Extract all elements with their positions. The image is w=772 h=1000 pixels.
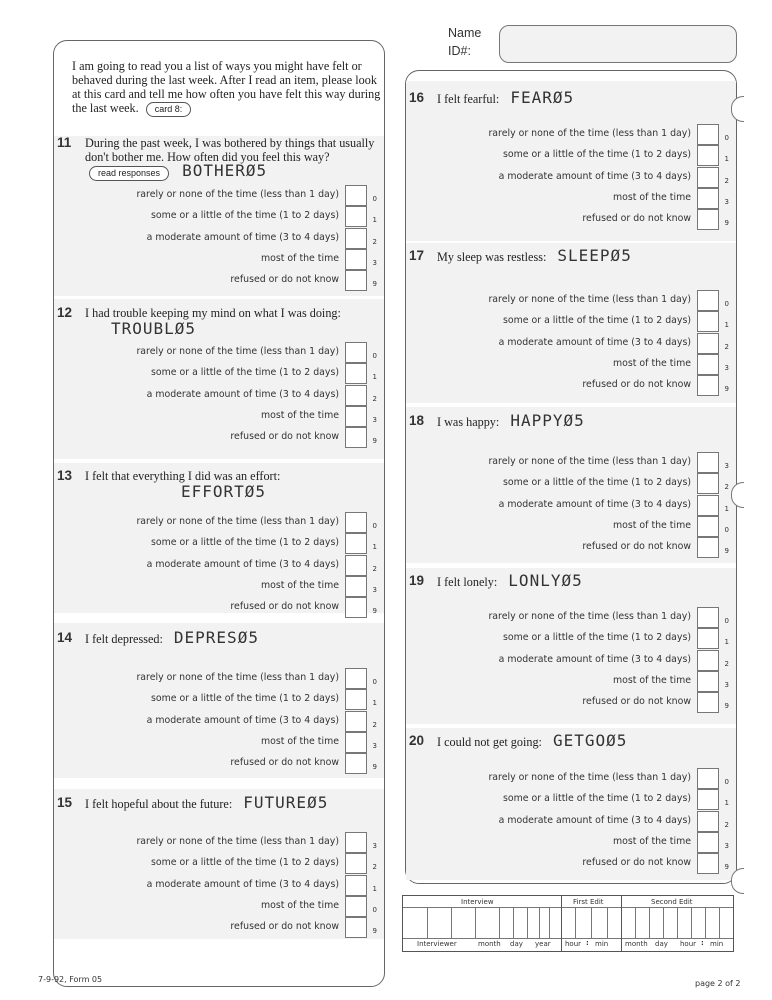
response-checkbox[interactable] [345,406,367,427]
question-text: I felt fearful: [437,92,500,106]
response-checkbox[interactable] [697,354,719,375]
response-code: 0 [372,352,377,360]
response-code: 1 [372,216,377,225]
grid-cell-divider [539,907,540,938]
question-number: 17 [409,248,425,263]
response-code: 0 [372,522,377,530]
grid-cell-divider [705,907,706,938]
response-checkbox[interactable] [345,576,367,597]
response-option-label: rarely or none of the time (less than 1 day) [488,128,691,139]
response-checkbox[interactable] [345,896,367,917]
variable-code: HAPPYØ5 [510,411,585,430]
question-text: My sleep was restless: [437,250,547,264]
response-option-label: a moderate amount of time (3 to 4 days) [146,558,339,570]
response-code: 3 [724,363,729,372]
question-text-block [437,571,727,590]
response-checkbox[interactable] [697,628,719,649]
response-option [469,209,729,231]
response-option [117,185,377,207]
response-option-label: rarely or none of the time (less than 1 day) [136,836,339,847]
response-code: 9 [724,219,729,228]
response-code: 2 [372,720,377,729]
question-text: I was happy: [437,415,500,429]
question-number: 19 [409,573,425,588]
response-option [117,917,377,939]
id-label: ID#: [448,44,471,58]
response-code: 1 [372,699,377,708]
response-code: 0 [724,778,729,786]
response-option [469,333,729,355]
grid-month-label: month [478,940,501,948]
response-checkbox[interactable] [345,228,367,249]
grid-interviewer-label: Interviewer [417,940,457,948]
response-checkbox[interactable] [345,555,367,576]
response-option-label: some or a little of the time (1 to 2 days) [151,693,339,705]
response-checkbox[interactable] [697,516,719,537]
question-number: 18 [409,413,425,428]
response-option [469,692,729,714]
response-checkbox[interactable] [697,473,719,494]
response-checkbox[interactable] [345,853,367,874]
grid-cell-divider [475,907,476,938]
response-option-label: refused or do not know [582,857,691,869]
response-option-label: a moderate amount of time (3 to 4 days) [498,336,691,348]
response-option [469,537,729,559]
question-text-block [85,306,375,336]
response-checkbox[interactable] [697,333,719,354]
response-option-label: a moderate amount of time (3 to 4 days) [146,388,339,400]
response-option [117,427,377,449]
response-checkbox[interactable] [697,671,719,692]
response-option [469,145,729,167]
response-option [117,363,377,385]
grid-cell-divider [649,907,650,938]
response-option [469,452,729,474]
response-code: 2 [372,564,377,573]
grid-cell-divider [549,907,550,938]
response-option [117,689,377,711]
question-number: 16 [409,90,425,105]
response-checkbox[interactable] [345,385,367,406]
response-option-label: a moderate amount of time (3 to 4 days) [498,814,691,826]
grid-cell-divider [575,907,576,938]
edit-grid [402,895,734,952]
response-checkbox[interactable] [345,753,367,774]
response-option [117,832,377,854]
response-code: 9 [372,280,377,289]
response-option-label: rarely or none of the time (less than 1 day) [488,611,691,622]
response-option-label: a moderate amount of time (3 to 4 days) [498,653,691,665]
response-option-label: rarely or none of the time (less than 1 day) [136,672,339,683]
response-code: 0 [372,678,377,686]
response-option-label: rarely or none of the time (less than 1 day) [136,346,339,357]
response-checkbox[interactable] [345,832,367,853]
response-option [117,896,377,918]
response-checkbox[interactable] [697,650,719,671]
response-option-label: most of the time [613,191,691,203]
variable-code: DEPRESØ5 [173,628,259,647]
response-option [469,311,729,333]
response-option-label: rarely or none of the time (less than 1 day) [488,772,691,783]
response-option [469,789,729,811]
response-option [469,375,729,397]
response-checkbox[interactable] [697,311,719,332]
response-option [469,124,729,146]
response-code: 1 [724,155,729,164]
question-number: 15 [57,795,73,810]
response-option [117,732,377,754]
grid-second-edit-label: Second Edit [651,898,693,906]
response-code: 9 [372,437,377,446]
response-code: 0 [372,905,377,914]
response-checkbox[interactable] [345,711,367,732]
grid-cell-divider [451,907,452,938]
response-option [117,249,377,271]
response-checkbox[interactable] [345,668,367,689]
grid-month-label-2: month [625,940,648,948]
response-option-label: a moderate amount of time (3 to 4 days) [146,878,339,890]
response-option-label: some or a little of the time (1 to 2 days) [151,857,339,869]
response-checkbox[interactable] [697,832,719,853]
response-code: 3 [372,415,377,424]
question-text-block [437,88,727,107]
response-option-label: some or a little of the time (1 to 2 days) [503,793,691,805]
response-option [117,853,377,875]
question-text-block [85,628,375,647]
response-checkbox[interactable] [697,124,719,145]
response-code: 2 [372,863,377,872]
question-number: 13 [57,468,73,483]
question-text-block [85,469,375,499]
response-option [117,406,377,428]
response-code: 1 [724,799,729,808]
response-checkbox[interactable] [345,597,367,618]
response-code: 3 [372,741,377,750]
response-option [469,495,729,517]
response-checkbox[interactable] [697,811,719,832]
response-option [117,342,377,364]
response-checkbox[interactable] [345,249,367,270]
response-option-label: refused or do not know [582,541,691,553]
response-option-label: most of the time [261,735,339,747]
response-checkbox[interactable] [697,789,719,810]
response-code: 0 [724,617,729,625]
response-code: 1 [724,321,729,330]
response-checkbox[interactable] [697,290,719,311]
response-option [117,555,377,577]
grid-hour-label: hour [565,940,582,948]
response-checkbox[interactable] [697,607,719,628]
question-text-block [437,246,727,265]
question-number: 20 [409,733,425,748]
response-option-label: refused or do not know [230,757,339,769]
response-option-label: some or a little of the time (1 to 2 days) [151,367,339,379]
grid-min-label: min [595,940,609,948]
response-option-label: a moderate amount of time (3 to 4 days) [146,231,339,243]
response-checkbox[interactable] [345,732,367,753]
intro-text [72,59,382,117]
grid-day-label: day [510,940,523,948]
grid-cell-divider [591,907,592,938]
question-number: 11 [57,135,72,150]
response-option-label: a moderate amount of time (3 to 4 days) [146,714,339,726]
question-text-block [437,411,727,430]
response-checkbox[interactable] [345,689,367,710]
response-option-label: refused or do not know [582,379,691,391]
question-text: I felt lonely: [437,575,498,589]
response-option [469,671,729,693]
response-code: 2 [724,483,729,492]
response-code: 9 [372,763,377,772]
question-text-block [437,731,727,750]
response-option [117,576,377,598]
question-number: 14 [57,630,73,645]
intro-paragraph: I am going to read you a list of ways you might have felt or behaved during the last week. After I read an item, please look at this card and tell me how often you have felt this way during the last week. [72,59,381,115]
response-checkbox[interactable] [697,692,719,713]
response-option-label: some or a little of the time (1 to 2 days) [503,315,691,327]
response-checkbox[interactable] [345,206,367,227]
response-checkbox[interactable] [345,533,367,554]
response-option [469,188,729,210]
response-option-label: refused or do not know [230,274,339,286]
response-option [117,597,377,619]
response-option-label: most of the time [613,357,691,369]
response-checkbox[interactable] [697,768,719,789]
grid-cell-divider [691,907,692,938]
grid-min-label-2: min [710,940,724,948]
response-option [117,228,377,250]
response-checkbox[interactable] [345,342,367,363]
response-option [469,607,729,629]
response-code: 2 [372,394,377,403]
grid-hour-label-2: hour [680,940,697,948]
variable-code: EFFORTØ5 [181,482,267,501]
response-option [469,516,729,538]
response-checkbox[interactable] [345,270,367,291]
response-option-label: most of the time [261,899,339,911]
response-checkbox[interactable] [697,209,719,230]
response-option [469,832,729,854]
panel-tab-bottom [731,868,744,894]
response-option-label: most of the time [613,835,691,847]
question-text-block [85,793,375,812]
response-option-label: most of the time [613,519,691,531]
variable-code: FUTUREØ5 [243,793,329,812]
response-option [117,875,377,897]
response-option [469,628,729,650]
variable-code: SLEEPØ5 [557,246,632,265]
response-option-label: a moderate amount of time (3 to 4 days) [498,170,691,182]
response-option [117,270,377,292]
grid-colon-2: : [701,939,704,947]
response-code: 3 [372,585,377,594]
response-option-label: most of the time [261,579,339,591]
response-option [117,533,377,555]
question-text-block [85,136,375,181]
response-code: 2 [372,237,377,246]
response-option [117,512,377,534]
response-code: 2 [724,342,729,351]
response-option [469,853,729,875]
grid-cell-divider [527,907,528,938]
grid-cell-divider [719,907,720,938]
response-checkbox[interactable] [697,375,719,396]
card-label: card 8: [146,102,192,117]
response-code: 0 [724,300,729,308]
response-option [469,811,729,833]
response-code: 1 [724,504,729,513]
response-code: 9 [372,927,377,936]
response-option [469,354,729,376]
response-checkbox[interactable] [345,185,367,206]
response-checkbox[interactable] [345,917,367,938]
grid-day-label-2: day [655,940,668,948]
response-checkbox[interactable] [697,145,719,166]
variable-code: LONLYØ5 [508,571,583,590]
response-code: 3 [724,841,729,850]
response-option-label: some or a little of the time (1 to 2 days) [503,632,691,644]
response-checkbox[interactable] [697,537,719,558]
response-code: 2 [724,820,729,829]
response-option [117,668,377,690]
response-code: 9 [724,385,729,394]
response-option-label: refused or do not know [230,601,339,613]
question-text: I felt hopeful about the future: [85,797,233,811]
response-option [469,290,729,312]
response-checkbox[interactable] [697,188,719,209]
grid-cell-divider [427,907,428,938]
grid-colon-1: : [586,939,589,947]
response-option-label: most of the time [261,409,339,421]
response-option [469,768,729,790]
response-code: 1 [724,638,729,647]
question-text: I could not get going: [437,735,542,749]
response-code: 3 [372,258,377,267]
grid-year-label: year [535,940,551,948]
response-option-label: rarely or none of the time (less than 1 day) [136,516,339,527]
response-code: 9 [724,547,729,556]
response-checkbox[interactable] [345,363,367,384]
grid-cell-divider [635,907,636,938]
grid-first-edit-label: First Edit [573,898,604,906]
footer-form-date: 7-9-92, Form 05 [38,975,103,984]
response-option-label: rarely or none of the time (less than 1 day) [488,456,691,467]
response-checkbox[interactable] [697,452,719,473]
variable-code: GETGOØ5 [552,731,628,750]
grid-cell-divider [677,907,678,938]
response-option [117,206,377,228]
variable-code: FEARØ5 [510,88,575,107]
response-option-label: refused or do not know [582,213,691,225]
question-text: I felt that everything I did was an effort: [85,469,281,483]
question-text: I felt depressed: [85,632,163,646]
response-code: 3 [724,680,729,689]
variable-code: BOTHERØ5 [182,161,268,180]
response-option-label: some or a little of the time (1 to 2 days) [151,537,339,549]
grid-cell-divider [607,907,608,938]
response-code: 3 [372,842,377,850]
response-checkbox[interactable] [697,495,719,516]
footer-page-number: page 2 of 2 [695,979,741,988]
name-id-field[interactable] [499,25,737,63]
response-checkbox[interactable] [345,875,367,896]
response-option-label: most of the time [613,674,691,686]
question-text: I had trouble keeping my mind on what I was doing: [85,306,341,320]
response-code: 9 [372,607,377,616]
grid-cell-divider [499,907,500,938]
response-code: 0 [372,195,377,203]
response-option-label: rarely or none of the time (less than 1 day) [136,189,339,200]
response-option [469,473,729,495]
response-option-label: some or a little of the time (1 to 2 days) [503,477,691,489]
response-code: 9 [724,863,729,872]
response-checkbox[interactable] [697,167,719,188]
grid-interview-label: Interview [461,898,494,906]
response-code: 1 [372,373,377,382]
response-option-label: some or a little of the time (1 to 2 days) [151,210,339,222]
response-option-label: a moderate amount of time (3 to 4 days) [498,498,691,510]
response-code: 1 [372,543,377,552]
response-option [117,385,377,407]
response-code: 2 [724,659,729,668]
name-label: Name [448,26,482,40]
response-option [469,650,729,672]
response-code: 0 [724,134,729,142]
response-code: 2 [724,176,729,185]
question-number: 12 [57,305,73,320]
response-option-label: refused or do not know [230,921,339,933]
response-code: 3 [724,197,729,206]
response-option-label: rarely or none of the time (less than 1 day) [488,294,691,305]
variable-code: TROUBLØ5 [111,319,197,338]
response-checkbox[interactable] [697,853,719,874]
response-option [469,167,729,189]
response-checkbox[interactable] [345,512,367,533]
question-text: During the past week, I was bothered by things that usually don't bother me. How often did you feel this way? [85,136,375,164]
response-option-label: some or a little of the time (1 to 2 days) [503,149,691,161]
response-option-label: refused or do not know [582,696,691,708]
grid-cell-divider [663,907,664,938]
response-option-label: most of the time [261,252,339,264]
response-option-label: refused or do not know [230,431,339,443]
response-checkbox[interactable] [345,427,367,448]
response-option [117,711,377,733]
response-code: 0 [724,525,729,534]
grid-cell-divider [513,907,514,938]
read-responses-label: read responses [89,166,169,181]
response-code: 1 [372,884,377,893]
response-code: 3 [724,462,729,470]
response-code: 9 [724,702,729,711]
response-option [117,753,377,775]
